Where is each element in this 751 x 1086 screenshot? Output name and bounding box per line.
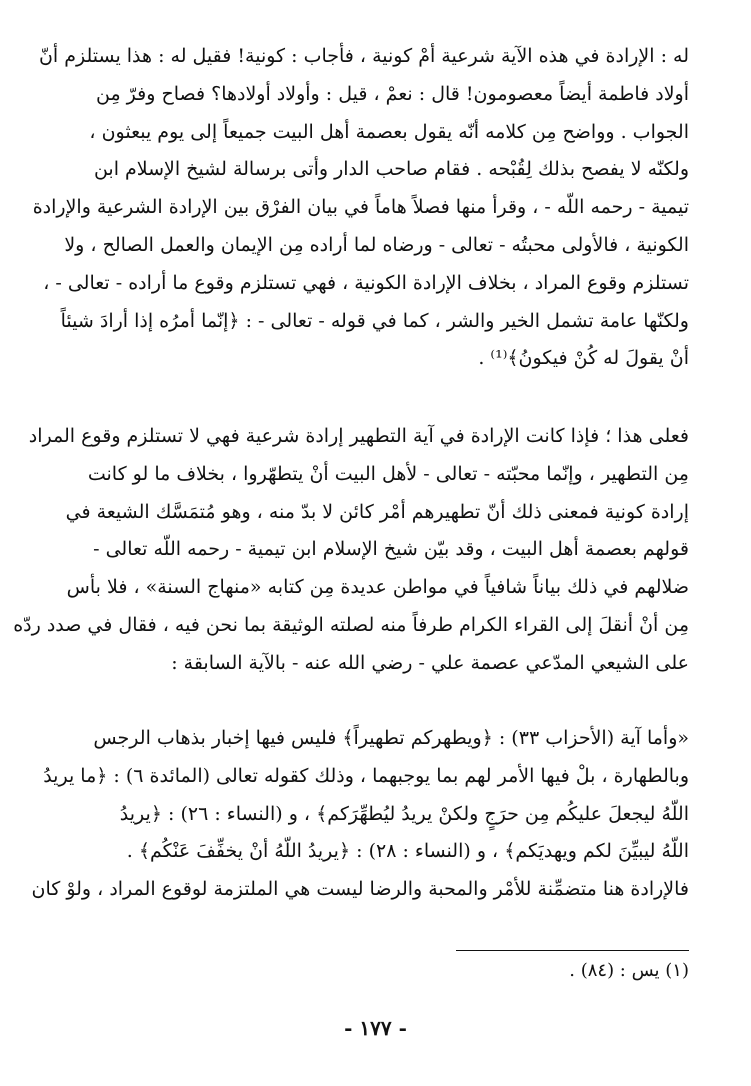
text-line: مِن أنْ أنقلَ إلى القراء الكرام طرفاً منه لصلته الوثيقة بما نحن فيه ، فقال في صدد ردّه: [13, 613, 689, 636]
footnote: (١) يس : (٨٤) .: [569, 960, 689, 981]
text-line: أنْ يقولَ له كُنْ فيكونُ﴾⁽¹⁾ .: [478, 347, 689, 370]
text-line: وبالطهارة ، بلْ فيها الأمر لهم بما يوجبهما ، وذلك كقوله تعالى (المائدة ٦) : ﴿ما يريدُ: [43, 764, 689, 787]
text-line: فالإرادة هنا متضمِّنة للأمْر والمحبة والرضا ليست هي الملتزمة لوقوع المراد ، ولوْ كان: [31, 878, 689, 901]
text-line: مِن التطهير ، وإنّما محبّته - تعالى - لأهل البيت أنْ يتطهّروا ، بخلاف ما لو كانت: [87, 462, 689, 485]
text-line: ولكنّه لا يفصح بذلك لِقُبْحه . فقام صاحب الدار وأتى برسالة لشيخ الإسلام ابن: [93, 158, 689, 181]
text-line: إرادة كونية فمعنى ذلك أنّ تطهيرهم أمْر كائن لا بدّ منه ، وهو مُتمَسَّك الشيعة في: [65, 500, 689, 523]
text-line: أولاد فاطمة أيضاً معصومون! قال : نعمْ ، قيل : وأولاد أولادها؟ فصاح وفرّ مِن: [96, 82, 689, 105]
text-line: تيمية - رحمه اللّه - ، وقرأ منها فصلاً هاماً في بيان الفرْق بين الإرادة الشرعية والإرادة: [32, 196, 689, 219]
footnote-divider: [456, 950, 689, 951]
text-line: الجواب . وواضح مِن كلامه أنّه يقول بعصمة أهل البيت جميعاً إلى يوم يبعثون ،: [89, 120, 689, 143]
text-line: على الشيعي المدّعي عصمة علي - رضي الله عنه - بالآية السابقة :: [171, 651, 689, 674]
text-line: قولهم بعصمة أهل البيت ، وقد بيّن شيخ الإسلام ابن تيمية - رحمه اللّه تعالى -: [93, 538, 689, 561]
text-line: له : الإرادة في هذه الآية شرعية أمْ كونية ، فأجاب : كونية! فقيل له : هذا يستلزم أنّ: [38, 45, 689, 67]
paragraph-2: [13, 418, 689, 683]
paragraph-3-quotation: [31, 720, 689, 909]
text-line: تستلزم وقوع المراد ، بخلاف الإرادة الكونية ، فهي تستلزم وقوع ما أراده - تعالى - ،: [43, 271, 689, 294]
text-line: ضلالهم في ذلك بياناً شافياً في مواطن عديدة مِن كتابه «منهاج السنة» ، فلا بأس: [66, 576, 689, 599]
text-line: فعلى هذا ؛ فإذا كانت الإرادة في آية التطهير إرادة شرعية فهي لا تستلزم وقوع المراد: [28, 425, 689, 447]
paragraph-1: [32, 38, 689, 378]
text-line: اللّهُ ليبيِّنَ لكم ويهديَكم﴾ ، و (النساء : ٢٨) : ﴿يريدُ اللّهُ أنْ يخفِّفَ عَنْكُم﴾ .: [126, 840, 689, 863]
page-number: - ١٧٧ -: [344, 1016, 407, 1040]
text-line: اللّهُ ليجعلَ عليكُم مِن حرَجٍ ولكنْ يريدُ ليُطهِّرَكم﴾ ، و (النساء : ٢٦) : ﴿يريدُ: [119, 802, 689, 825]
text-line: «وأما آية (الأحزاب ٣٣) : ﴿ويطهركم تطهيراً﴾ فليس فيها إخبار بذهاب الرجس: [93, 727, 689, 749]
text-line: ولكنّها عامة تشمل الخير والشر ، كما في قوله - تعالى - : ﴿إنّما أمرُه إذا أرادَ شيئاً: [60, 309, 689, 332]
text-line: الكونية ، فالأولى محبتُه - تعالى - ورضاه لما أراده مِن الإيمان والعمل الصالح ، ولا: [64, 233, 689, 256]
